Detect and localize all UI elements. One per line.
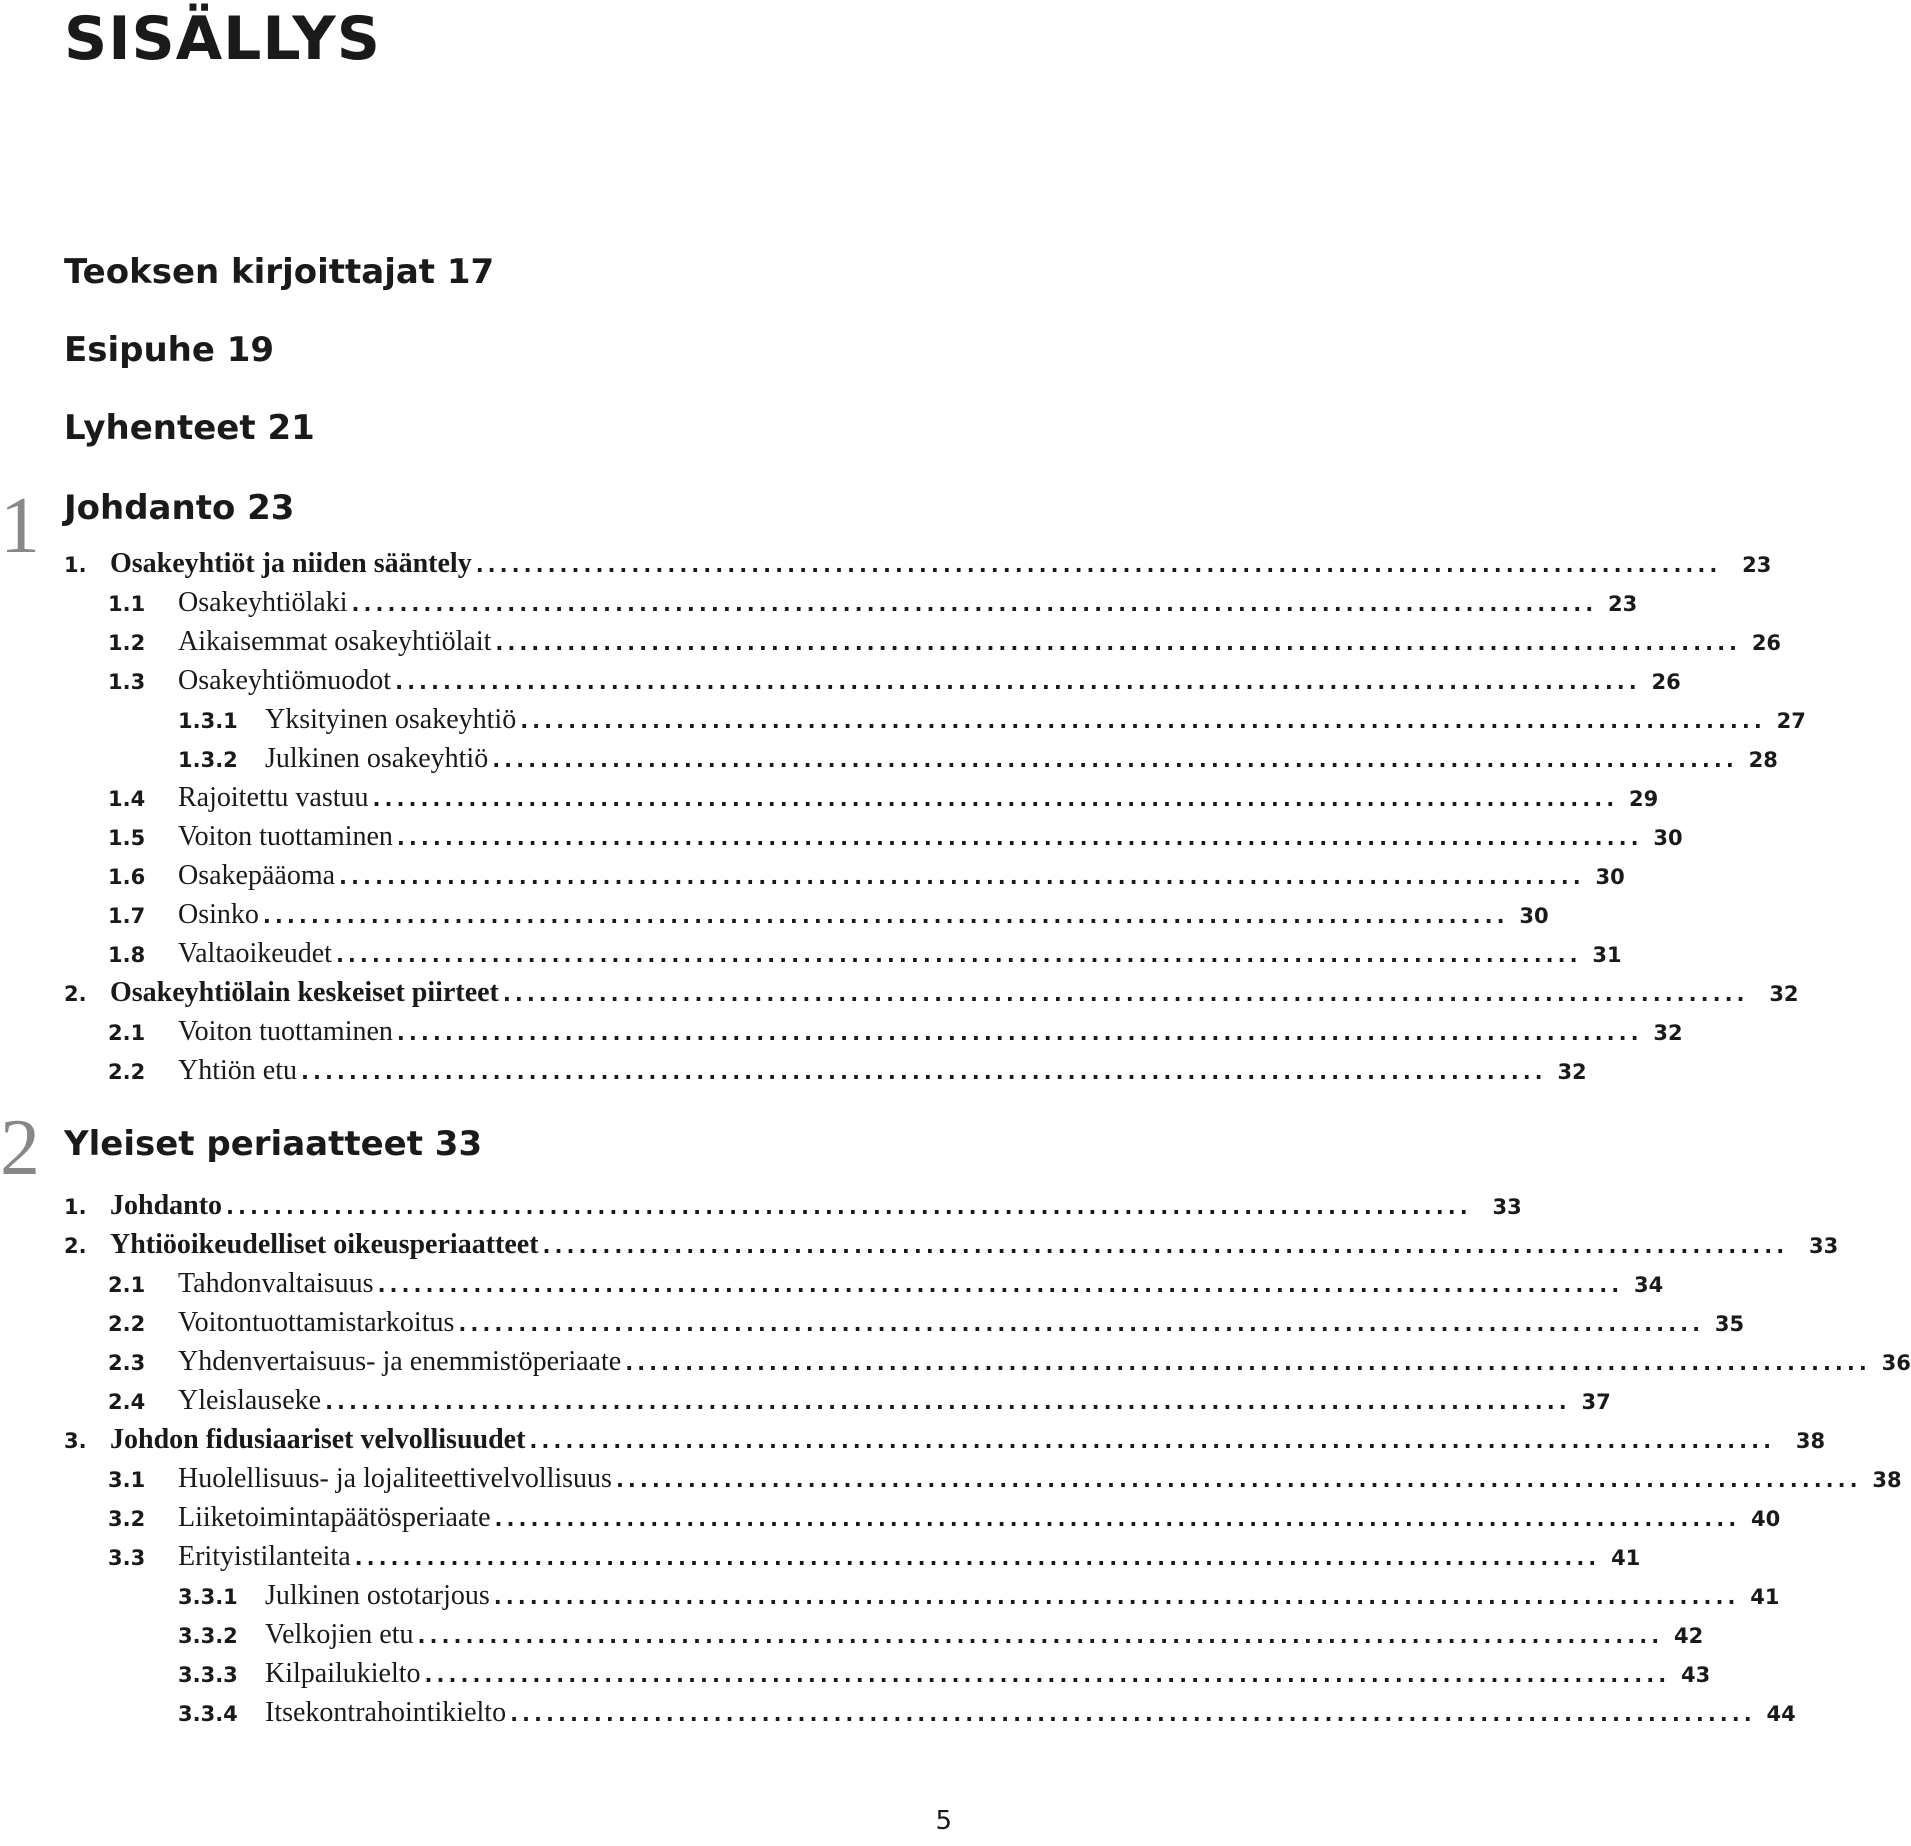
toc-entry-label: Voitontuottamistarkoitus (178, 1307, 455, 1338)
toc-entry-number: 1.3.2 (178, 748, 238, 772)
toc-entry-label: Osakeyhtiölain keskeiset piirteet (110, 977, 499, 1008)
dot-leader: ........................................................................................................ (325, 1390, 1571, 1414)
toc-entry-page: 32 (1769, 982, 1799, 1006)
toc-entry-label: Aikaisemmat osakeyhtiölait (178, 626, 492, 657)
toc-entry-number: 1. (64, 1195, 87, 1219)
toc-entry-number: 3.2 (108, 1507, 146, 1531)
toc-entry-label: Itsekontrahointikielto (265, 1697, 507, 1728)
toc-entry[interactable] (64, 1424, 1826, 1462)
toc-entry-label: Rajoitettu vastuu (178, 782, 369, 813)
dot-leader: ........................................................................................................ (301, 1060, 1547, 1084)
toc-entry-number: 2.2 (108, 1060, 146, 1084)
toc-entry-number: 2.2 (108, 1312, 146, 1336)
dot-leader: ........................................................................................................ (424, 1663, 1671, 1687)
toc-entry-number: 2. (64, 982, 87, 1006)
dot-leader: ........................................................................................................ (396, 826, 1643, 850)
dot-leader: ........................................................................................................ (542, 1234, 1789, 1258)
toc-entry-page: 23 (1607, 592, 1638, 616)
dot-leader: ........................................................................................................ (492, 748, 1738, 772)
toc-entry-label: Velkojien etu (265, 1619, 414, 1650)
toc-entry-page: 33 (1808, 1234, 1839, 1258)
toc-entry[interactable] (64, 548, 1772, 586)
toc-entry-label: Voiton tuottaminen (178, 1016, 393, 1047)
toc-entry[interactable] (64, 977, 1799, 1015)
dot-leader: ........................................................................................................ (396, 1021, 1643, 1045)
toc-entry-number: 1.3.1 (178, 709, 238, 733)
toc-entry-label: Valtaoikeudet (178, 938, 332, 969)
toc-entry-label: Julkinen ostotarjous (265, 1580, 490, 1611)
toc-entry[interactable] (108, 1268, 1664, 1306)
dot-leader: ........................................................................................................ (417, 1624, 1664, 1648)
dot-leader: ........................................................................................................ (615, 1468, 1862, 1492)
toc-entry-page: 28 (1748, 748, 1778, 772)
toc-entry[interactable] (64, 1190, 1522, 1228)
chapter-number: 1 (0, 482, 40, 570)
toc-entry-label: Kilpailukielto (265, 1658, 421, 1689)
toc-entry-label: Yleislauseke (178, 1385, 322, 1416)
toc-entry-number: 2.1 (108, 1021, 146, 1045)
dot-leader: ........................................................................................................ (520, 709, 1766, 733)
dot-leader: ........................................................................................................ (335, 943, 1582, 967)
toc-entry-label: Julkinen osakeyhtiö (265, 743, 489, 774)
page-title: SISÄLLYS (64, 4, 381, 74)
toc-entry-page: 35 (1714, 1312, 1745, 1336)
toc-entry-page: 26 (1651, 670, 1681, 694)
toc-entry[interactable] (108, 782, 1659, 820)
toc-entry-number: 1. (64, 553, 87, 577)
toc-entry[interactable] (108, 626, 1782, 664)
dot-leader: ........................................................................................................ (494, 1507, 1741, 1531)
toc-entry-page: 36 (1881, 1351, 1911, 1375)
toc-entry-label: Yhdenvertaisuus- ja enemmistöperiaate (178, 1346, 622, 1377)
toc-entry[interactable] (178, 1658, 1711, 1696)
toc-entry-page: 37 (1581, 1390, 1611, 1414)
dot-leader: ........................................................................................................ (339, 865, 1585, 889)
dot-leader: ........................................................................................................ (226, 1195, 1472, 1219)
toc-entry-number: 2.3 (108, 1351, 146, 1375)
toc-entry[interactable] (108, 665, 1681, 703)
toc-entry-label: Osakeyhtiölaki (178, 587, 348, 618)
toc-entry-page: 41 (1611, 1546, 1641, 1570)
toc-entry-page: 42 (1673, 1624, 1704, 1648)
toc-entry-label: Voiton tuottaminen (178, 821, 393, 852)
toc-entry-label: Tahdonvaltaisuus (178, 1268, 374, 1299)
toc-entry-number: 3. (64, 1429, 87, 1453)
toc-entry-label: Osakepääoma (178, 860, 336, 891)
toc-entry-page: 30 (1653, 826, 1683, 850)
toc-entry-number: 2.4 (108, 1390, 146, 1414)
toc-entry[interactable] (108, 1016, 1683, 1054)
toc-entry-number: 1.8 (108, 943, 146, 967)
page-number: 5 (935, 1806, 952, 1836)
toc-entry-page: 41 (1750, 1585, 1780, 1609)
toc-entry[interactable] (108, 1502, 1781, 1540)
dot-leader: ........................................................................................................ (372, 787, 1619, 811)
toc-entry-number: 2.1 (108, 1273, 146, 1297)
toc-entry[interactable] (108, 1385, 1611, 1423)
toc-entry-number: 1.3 (108, 670, 146, 694)
dot-leader: ........................................................................................................ (262, 904, 1509, 928)
dot-leader: ........................................................................................................ (354, 1546, 1601, 1570)
front-item-authors: Teoksen kirjoittajat 17 (64, 252, 495, 292)
toc-entry[interactable] (178, 743, 1778, 781)
toc-entry[interactable] (64, 1229, 1839, 1267)
toc-entry-page: 43 (1680, 1663, 1711, 1687)
toc-entry-label: Yhtiön etu (178, 1055, 297, 1086)
toc-entry-number: 1.4 (108, 787, 146, 811)
dot-leader: ........................................................................................................ (510, 1702, 1756, 1726)
dot-leader: ........................................................................................................ (395, 670, 1641, 694)
toc-entry[interactable] (178, 1697, 1796, 1735)
toc-entry[interactable] (108, 938, 1622, 976)
toc-entry[interactable] (108, 1346, 1911, 1384)
toc-entry-label: Osakeyhtiöt ja niiden sääntely (110, 548, 472, 579)
toc-entry-label: Yhtiöoikeudelliset oikeusperiaatteet (110, 1229, 539, 1260)
chapter-number: 2 (0, 1104, 40, 1192)
toc-entry-page: 44 (1766, 1702, 1796, 1726)
toc-entry-label: Johdon fidusiaariset velvollisuudet (110, 1424, 526, 1455)
toc-entry-page: 23 (1742, 553, 1772, 577)
toc-entry-label: Osakeyhtiömuodot (178, 665, 392, 696)
chapter-title: Johdanto 23 (64, 488, 295, 528)
dot-leader: ........................................................................................................ (475, 553, 1722, 577)
toc-entry[interactable] (108, 1055, 1587, 1093)
toc-entry-page: 38 (1795, 1429, 1826, 1453)
toc-entry[interactable] (108, 1541, 1641, 1579)
toc-entry-number: 3.3.1 (178, 1585, 238, 1609)
dot-leader: ........................................................................................................ (625, 1351, 1871, 1375)
toc-entry-label: Huolellisuus- ja lojaliteettivelvollisuus (178, 1463, 612, 1494)
toc-entry-label: Osinko (178, 899, 259, 930)
toc-entry-label: Johdanto (110, 1190, 223, 1221)
toc-entry-number: 3.3.4 (178, 1702, 238, 1726)
toc-entry[interactable] (108, 860, 1625, 898)
toc-entry[interactable] (108, 1307, 1745, 1345)
toc-entry-page: 26 (1751, 631, 1782, 655)
toc-entry-number: 1.1 (108, 592, 146, 616)
toc-entry[interactable] (108, 821, 1683, 859)
toc-entry[interactable] (108, 899, 1549, 937)
toc-entry[interactable] (178, 1580, 1780, 1618)
toc-entry-number: 2. (64, 1234, 87, 1258)
toc-entry-number: 1.7 (108, 904, 146, 928)
toc-entry-page: 27 (1776, 709, 1806, 733)
toc-entry[interactable] (108, 587, 1638, 625)
toc-entry-page: 40 (1750, 1507, 1781, 1531)
toc-entry-number: 1.6 (108, 865, 146, 889)
dot-leader: ........................................................................................................ (493, 1585, 1740, 1609)
toc-entry-number: 1.2 (108, 631, 146, 655)
toc-entry-page: 29 (1628, 787, 1659, 811)
toc-entry[interactable] (178, 704, 1806, 742)
toc-entry-page: 30 (1519, 904, 1549, 928)
dot-leader: ........................................................................................................ (351, 592, 1598, 616)
toc-entry-page: 30 (1595, 865, 1625, 889)
dot-leader: ........................................................................................................ (377, 1273, 1624, 1297)
toc-entry-number: 3.3 (108, 1546, 146, 1570)
toc-entry-page: 34 (1634, 1273, 1664, 1297)
dot-leader: ........................................................................................................ (458, 1312, 1705, 1336)
toc-entry[interactable] (178, 1619, 1704, 1657)
toc-entry-label: Erityistilanteita (178, 1541, 351, 1572)
toc-entry-page: 33 (1492, 1195, 1522, 1219)
chapter-title: Yleiset periaatteet 33 (64, 1124, 483, 1164)
front-item-preface: Esipuhe 19 (64, 330, 275, 370)
dot-leader: ........................................................................................................ (529, 1429, 1776, 1453)
toc-entry-page: 32 (1653, 1021, 1683, 1045)
toc-entry-label: Liiketoimintapäätösperiaate (178, 1502, 491, 1533)
toc-entry[interactable] (108, 1463, 1902, 1501)
toc-entry-number: 3.3.2 (178, 1624, 238, 1648)
toc-entry-page: 32 (1557, 1060, 1587, 1084)
front-item-abbreviations: Lyhenteet 21 (64, 408, 315, 448)
toc-entry-label: Yksityinen osakeyhtiö (265, 704, 517, 735)
toc-entry-page: 31 (1592, 943, 1622, 967)
toc-entry-number: 1.5 (108, 826, 146, 850)
toc-entry-number: 3.1 (108, 1468, 146, 1492)
toc-entry-page: 38 (1872, 1468, 1902, 1492)
dot-leader: ........................................................................................................ (502, 982, 1749, 1006)
toc-entry-number: 3.3.3 (178, 1663, 238, 1687)
dot-leader: ........................................................................................................ (495, 631, 1742, 655)
